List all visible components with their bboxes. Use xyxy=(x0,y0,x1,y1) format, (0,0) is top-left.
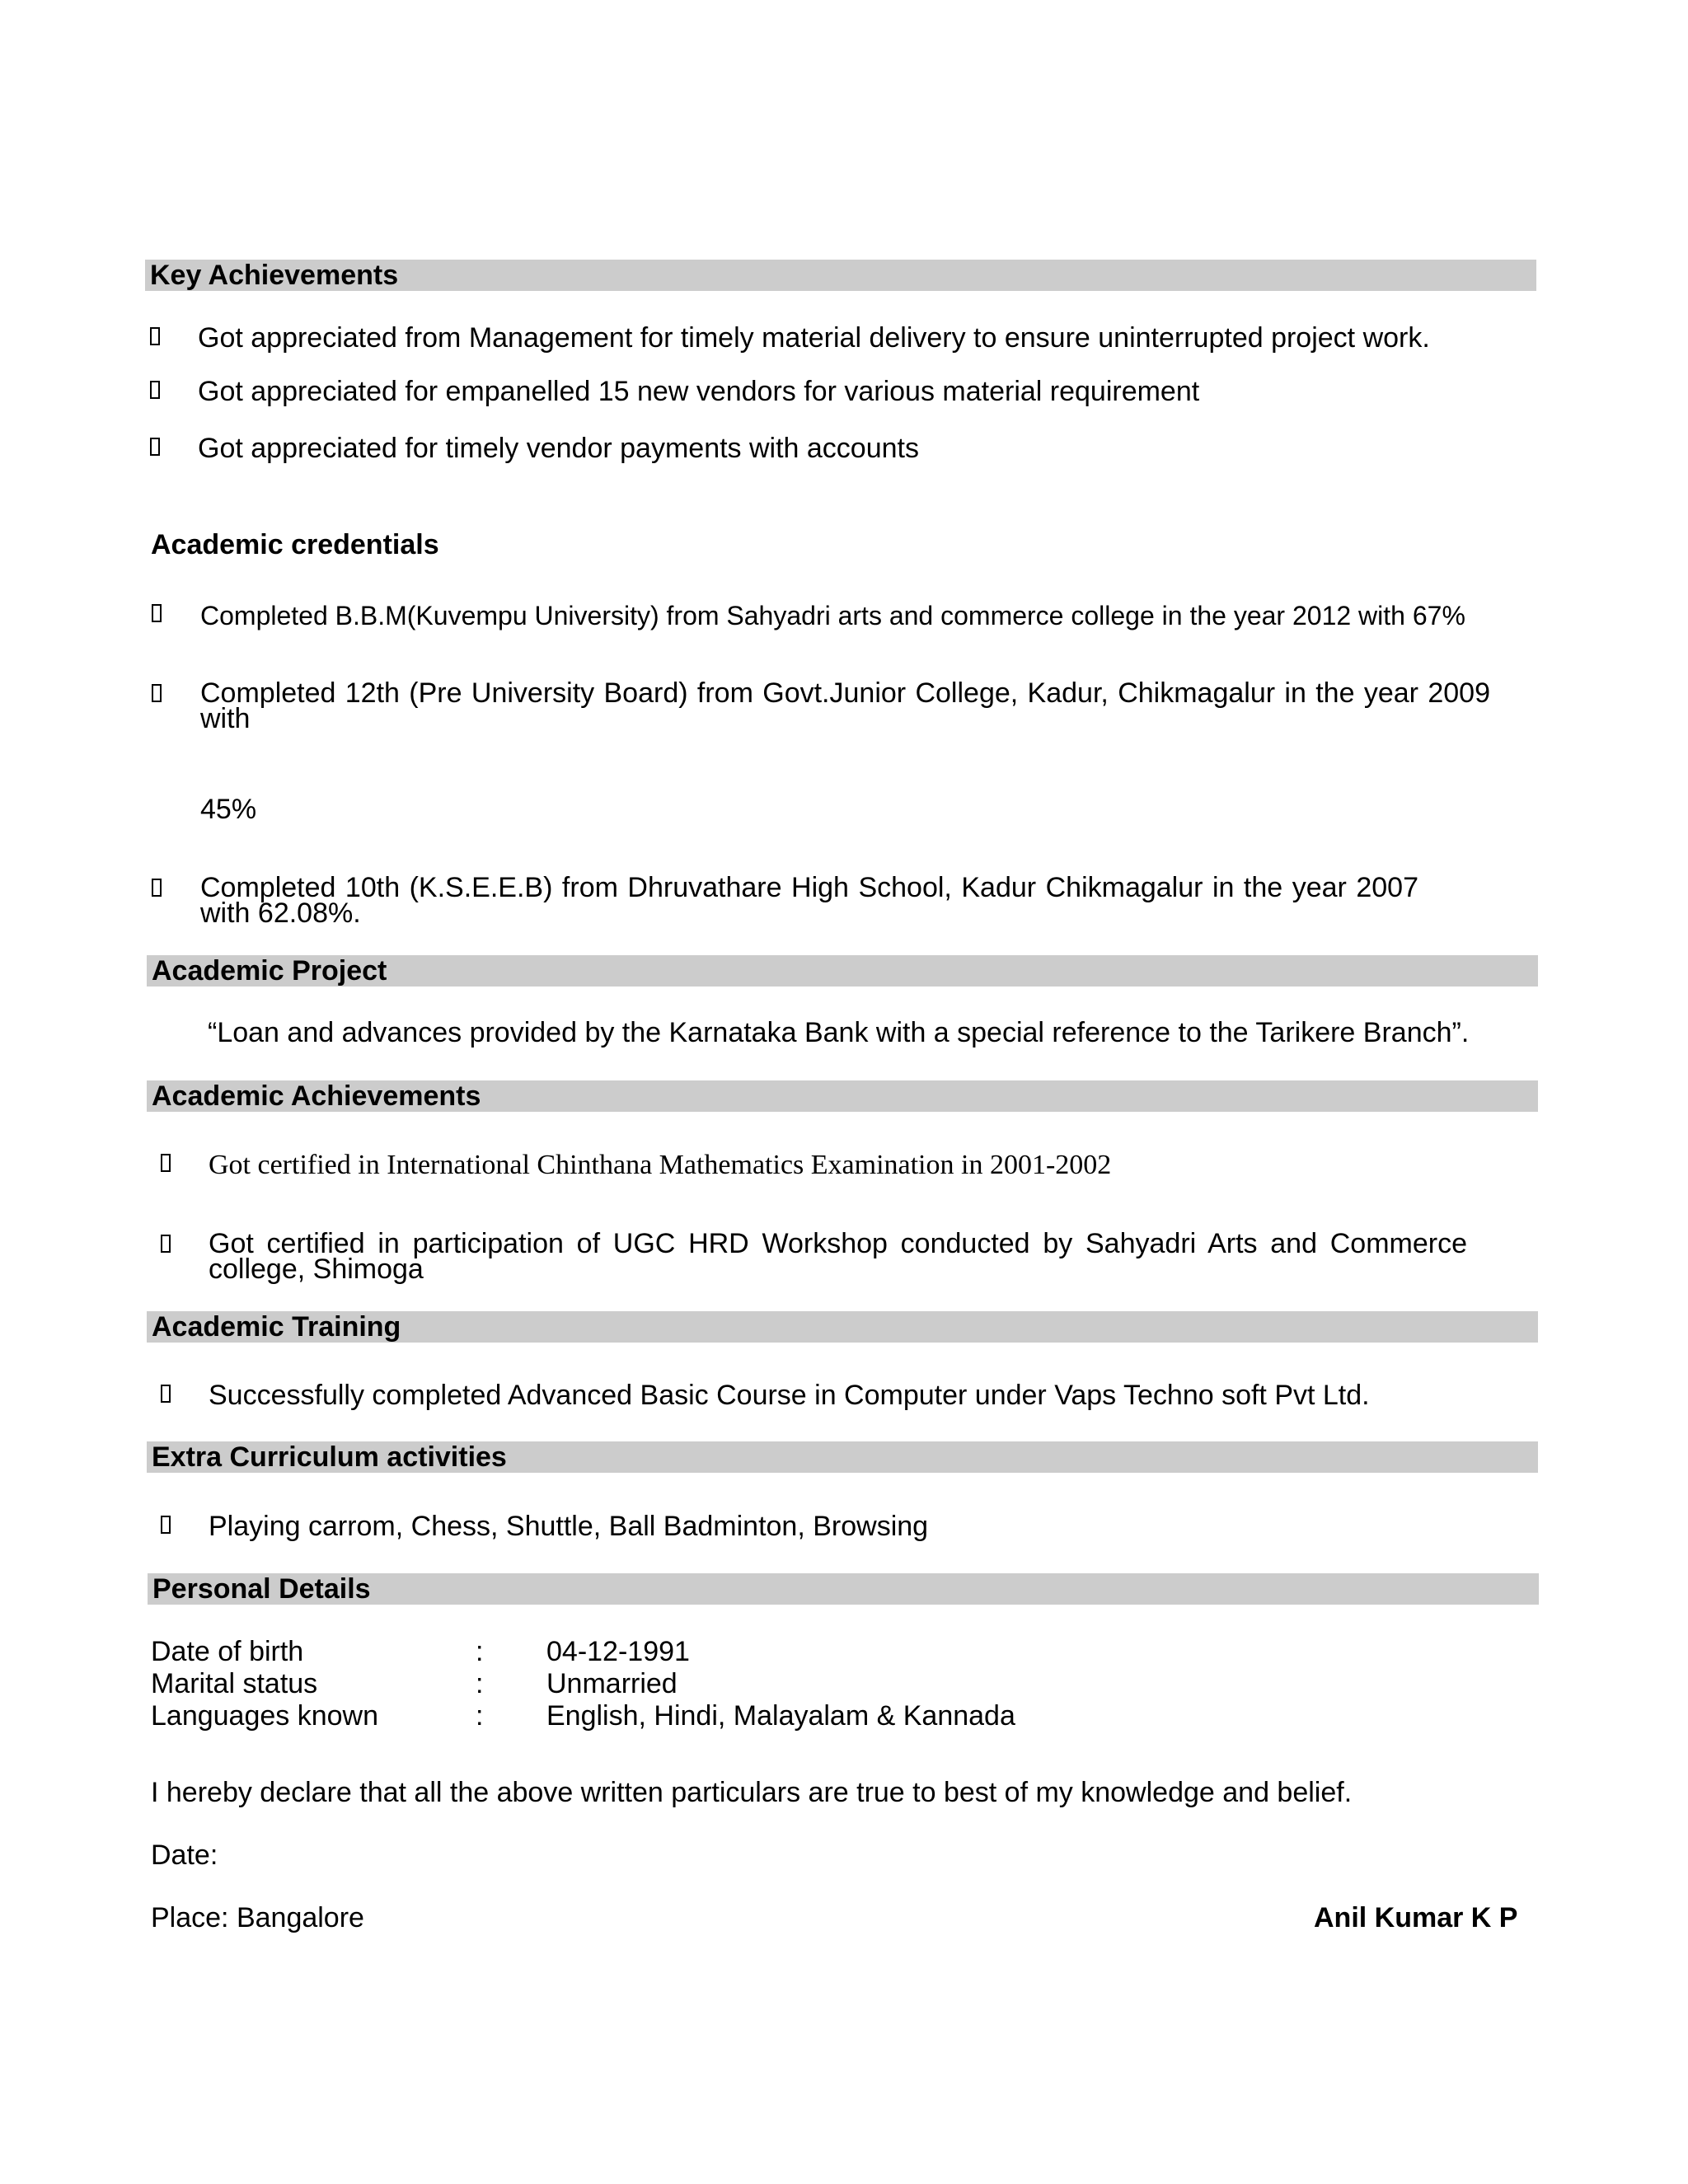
detail-separator: : xyxy=(476,1636,484,1667)
key-achievement-item: Got appreciated for timely vendor payments with accounts xyxy=(198,433,919,464)
academic-training-item: Successfully completed Advanced Basic Course in Computer under Vaps Techno soft Pvt Ltd. xyxy=(209,1380,1370,1411)
detail-value: 04-12-1991 xyxy=(546,1636,690,1667)
bullet-icon xyxy=(152,879,162,897)
signature-name: Anil Kumar K P xyxy=(1314,1902,1518,1933)
bullet-icon xyxy=(161,1385,171,1403)
declaration-text: I hereby declare that all the above written particulars are true to best of my knowledge and belief. xyxy=(151,1777,1353,1808)
section-heading-academic-credentials: Academic credentials xyxy=(151,529,439,560)
section-heading-personal-details xyxy=(148,1573,1539,1605)
section-heading-academic-achievements xyxy=(147,1080,1538,1112)
bullet-icon xyxy=(161,1235,171,1253)
detail-value: English, Hindi, Malayalam & Kannada xyxy=(546,1700,1015,1732)
place-label: Place: Bangalore xyxy=(151,1902,364,1933)
academic-project-title: “Loan and advances provided by the Karnataka Bank with a special reference to the Tarikere Branch”. xyxy=(208,1017,1470,1048)
bullet-icon xyxy=(150,438,160,456)
credential-item: Completed 10th (K.S.E.E.B) from Dhruvathare High School, Kadur Chikmagalur in the year 2007 with 62.08%. xyxy=(200,872,1418,929)
credential-item: Completed 12th (Pre University Board) from Govt.Junior College, Kadur, Chikmagalur in the year 2009 with xyxy=(200,677,1490,734)
academic-achievement-item: Got certified in International Chinthana Mathematics Examination in 2001-2002 xyxy=(209,1150,1112,1180)
section-heading-key-achievements xyxy=(145,260,1536,291)
detail-separator: : xyxy=(476,1700,484,1732)
section-heading-extra-curriculum xyxy=(147,1441,1538,1473)
date-label: Date: xyxy=(151,1840,218,1871)
bullet-icon xyxy=(152,604,162,622)
detail-value: Unmarried xyxy=(546,1668,678,1699)
detail-label: Languages known xyxy=(151,1700,379,1732)
bullet-icon xyxy=(161,1154,171,1172)
credential-item-continuation: 45% xyxy=(200,794,257,825)
extra-curriculum-item: Playing carrom, Chess, Shuttle, Ball Badminton, Browsing xyxy=(209,1511,929,1542)
section-heading-text: Personal Details xyxy=(152,1573,371,1605)
section-heading-text: Academic Training xyxy=(152,1311,401,1343)
section-heading-text: Academic Achievements xyxy=(152,1080,481,1112)
section-heading-academic-project xyxy=(147,955,1538,987)
bullet-icon xyxy=(150,327,160,345)
credential-item: Completed B.B.M(Kuvempu University) from Sahyadri arts and commerce college in the year 2012 with 67% xyxy=(200,601,1465,630)
bullet-icon xyxy=(152,684,162,702)
detail-separator: : xyxy=(476,1668,484,1699)
academic-achievement-item: Got certified in participation of UGC HRD Workshop conducted by Sahyadri Arts and Commerce college, Shimoga xyxy=(209,1228,1467,1285)
bullet-icon xyxy=(150,381,160,399)
section-heading-text: Academic Project xyxy=(152,955,387,987)
key-achievement-item: Got appreciated for empanelled 15 new vendors for various material requirement xyxy=(198,376,1200,407)
section-heading-text: Key Achievements xyxy=(150,260,399,291)
section-heading-text: Extra Curriculum activities xyxy=(152,1441,507,1473)
detail-label: Date of birth xyxy=(151,1636,304,1667)
section-heading-academic-training xyxy=(147,1311,1538,1343)
detail-label: Marital status xyxy=(151,1668,318,1699)
key-achievement-item: Got appreciated from Management for timely material delivery to ensure uninterrupted project work. xyxy=(198,322,1430,354)
bullet-icon xyxy=(161,1516,171,1534)
